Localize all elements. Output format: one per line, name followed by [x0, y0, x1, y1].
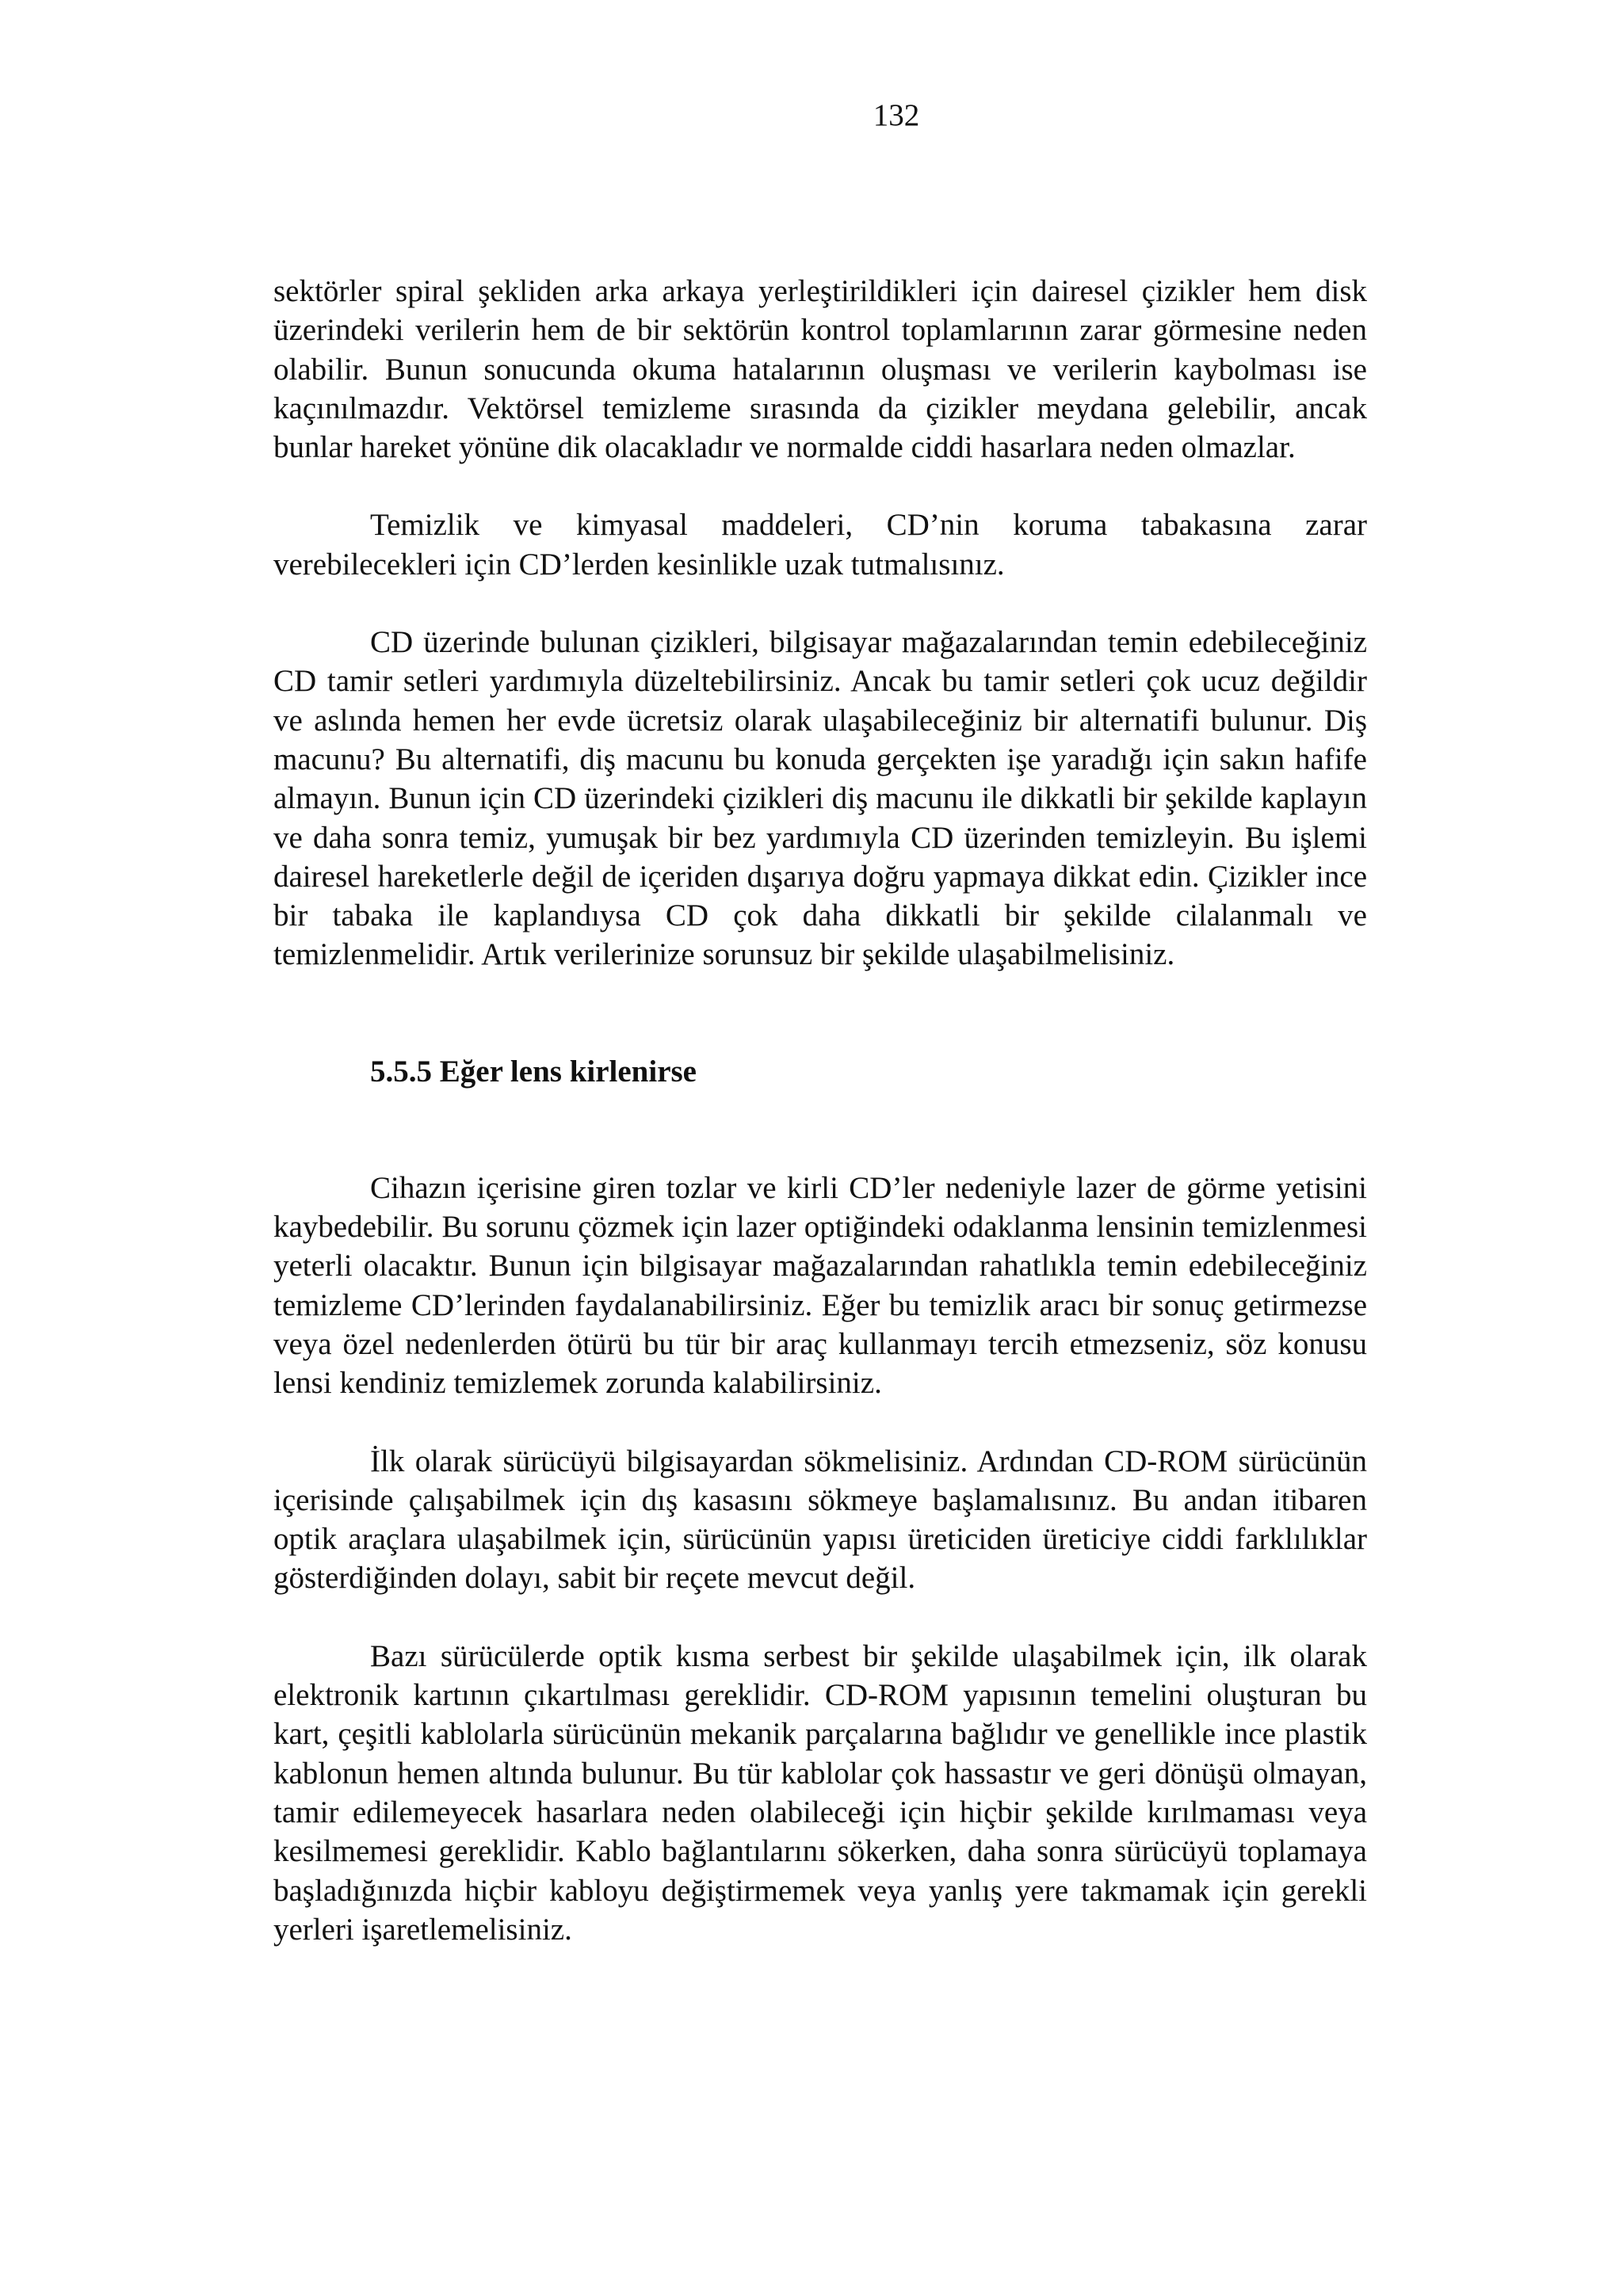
paragraph-remove-drive: İlk olarak sürücüyü bilgisayardan sökmelisiniz. Ardından CD-ROM sürücünün içerisinde çalışabilmek için dış kasasını sökmeye başlamalısınız. Bu andan itibaren optik araçlara ulaşabilmek için, sürücünün yapısı üreticiden üreticiye ciddi farklılıklar gösterdiğinden dolayı, sabit bir reçete mevcut değil.	[273, 1444, 1367, 1596]
paragraph-continuation: sektörler spiral şekliden arka arkaya yerleştirildikleri için dairesel çizikler hem disk üzerindeki verilerin hem de bir sektörün kontrol toplamlarının zarar görmesine neden olabilir. Bunun sonucunda okuma hatalarının oluşması ve verilerin kaybolması ise kaçınılmazdır. Vektörsel temizleme sırasında da çizikler meydana gelebilir, ancak bunlar hareket yönüne dik olacakladır ve normalde ciddi hasarlara neden olmazlar.	[273, 274, 1367, 465]
document-body	[273, 272, 1367, 1949]
paragraph-cleaning-chemicals: Temizlik ve kimyasal maddeleri, CD’nin koruma tabakasına zarar verebilecekleri için CD’lerden kesinlikle uzak tutmalısınız.	[273, 508, 1367, 582]
page-number: 132	[873, 98, 920, 132]
paragraph-toothpaste-repair: CD üzerinde bulunan çizikleri, bilgisayar mağazalarından temin edebileceğiniz CD tamir setleri yardımıyla düzeltebilirsiniz. Ancak bu tamir setleri çok ucuz değildir ve aslında hemen her evde ücretsiz olarak ulaşabileceğiniz bir alternatifi bulunur. Diş macunu? Bu alternatifi, diş macunu bu konuda gerçekten işe yaradığı için sakın hafife almayın. Bunun için CD üzerindeki çizikleri diş macunu ile dikkatli bir şekilde kaplayın ve daha sonra temiz, yumuşak bir bez yardımıyla CD üzerinden temizleyin. Bu işlemi dairesel hareketlerle değil de içeriden dışarıya doğru yapmaya dikkat edin. Çizikler ince bir tabaka ile kaplandıysa CD çok daha dikkatli bir şekilde cilalanmalı ve temizlenmelidir. Artık verilerinize sorunsuz bir şekilde ulaşabilmelisiniz.	[273, 625, 1367, 972]
section-heading: 5.5.5 Eğer lens kirlenirse	[370, 1054, 697, 1089]
paragraph-electronic-card: Bazı sürücülerde optik kısma serbest bir şekilde ulaşabilmek için, ilk olarak elektronik kartının çıkartılması gereklidir. CD-ROM yapısının temelini oluşturan bu kart, çeşitli kablolarla sürücünün mekanik parçalarına bağlıdır ve genellikle ince plastik kablonun hemen altında bulunur. Bu tür kablolar çok hassastır ve geri dönüşü olmayan, tamir edilemeyecek hasarlara neden olabileceği için hiçbir şekilde kırılmaması veya kesilmemesi gereklidir. Kablo bağlantılarını sökerken, daha sonra sürücüyü toplamaya başladığınızda hiçbir kabloyu değiştirmemek veya yanlış yere takmamak için gerekli yerleri işaretlemelisiniz.	[273, 1638, 1367, 1947]
paragraph-lens-dust: Cihazın içerisine giren tozlar ve kirli CD’ler nedeniyle lazer de görme yetisini kaybedebilir. Bu sorunu çözmek için lazer optiğindeki odaklanma lensinin temizlenmesi yeterli olacaktır. Bunun için bilgisayar mağazalarından rahatlıkla temin edebileceğiniz temizleme CD’lerinden faydalanabilirsiniz. Eğer bu temizlik aracı bir sonuç getirmezse veya özel nedenlerden ötürü bu tür bir araç kullanmayı tercih etmezseniz, söz konusu lensi kendiniz temizlemek zorunda kalabilirsiniz.	[273, 1170, 1367, 1401]
